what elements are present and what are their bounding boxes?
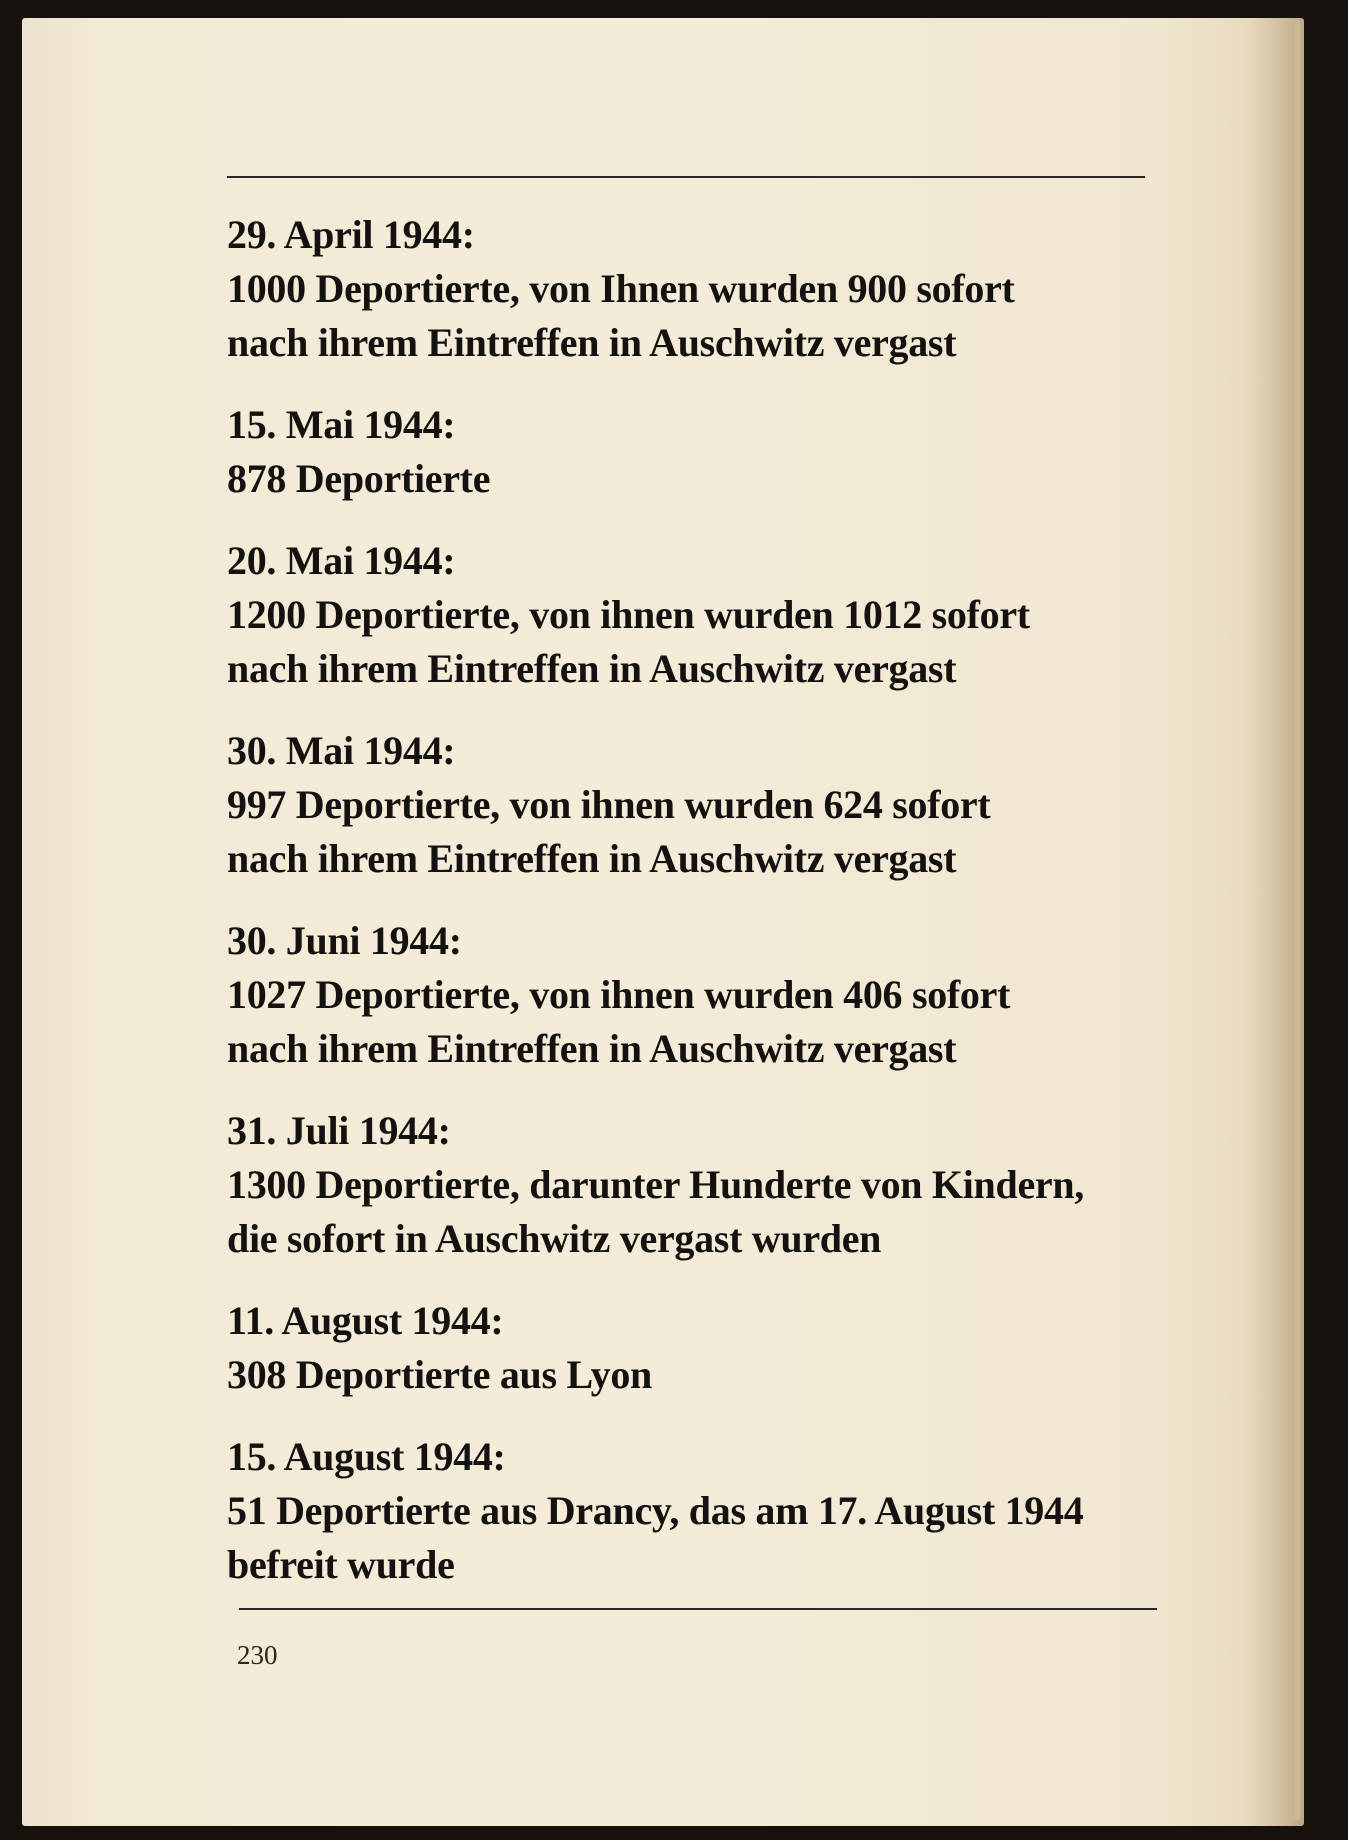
top-rule: [227, 176, 1145, 178]
list-item: [227, 914, 1162, 1076]
entry-date: 30. Juni 1944:: [227, 918, 462, 963]
entry-text: 1000 Deportierte, von Ihnen wurden 900 sofort: [227, 266, 1015, 311]
entry-date: 11. August 1944:: [227, 1298, 504, 1343]
entry-date: 15. Mai 1944:: [227, 402, 456, 447]
bottom-rule: [239, 1608, 1157, 1610]
list-item: [227, 1104, 1162, 1266]
entry-text: die sofort in Auschwitz vergast wurden: [227, 1216, 882, 1261]
entry-text: nach ihrem Eintreffen in Auschwitz vergast: [227, 320, 957, 365]
entry-date: 30. Mai 1944:: [227, 728, 456, 773]
entry-text: 997 Deportierte, von ihnen wurden 624 sofort: [227, 782, 991, 827]
page-edge: [1294, 20, 1300, 1820]
entry-text: befreit wurde: [227, 1542, 455, 1587]
entry-date: 15. August 1944:: [227, 1434, 506, 1479]
entry-text: 51 Deportierte aus Drancy, das am 17. August 1944: [227, 1488, 1084, 1533]
entry-date: 29. April 1944:: [227, 212, 475, 257]
list-item: [227, 1294, 1162, 1402]
list-item: [227, 208, 1162, 370]
list-item: [227, 724, 1162, 886]
list-item: [227, 1430, 1162, 1592]
list-item: [227, 534, 1162, 696]
entry-text: 1027 Deportierte, von ihnen wurden 406 sofort: [227, 972, 1011, 1017]
entry-text: nach ihrem Eintreffen in Auschwitz vergast: [227, 1026, 957, 1071]
entry-text: 878 Deportierte: [227, 456, 491, 501]
page-content: [227, 176, 1162, 1671]
entry-text: nach ihrem Eintreffen in Auschwitz vergast: [227, 646, 957, 691]
entry-text: 1300 Deportierte, darunter Hunderte von Kindern,: [227, 1162, 1085, 1207]
entry-date: 31. Juli 1944:: [227, 1108, 451, 1153]
list-item: [227, 398, 1162, 506]
entry-text: 308 Deportierte aus Lyon: [227, 1352, 652, 1397]
page-number: 230: [237, 1640, 278, 1670]
entry-text: 1200 Deportierte, von ihnen wurden 1012 sofort: [227, 592, 1030, 637]
entry-date: 20. Mai 1944:: [227, 538, 456, 583]
entry-text: nach ihrem Eintreffen in Auschwitz vergast: [227, 836, 957, 881]
deportation-list: [227, 208, 1162, 1592]
